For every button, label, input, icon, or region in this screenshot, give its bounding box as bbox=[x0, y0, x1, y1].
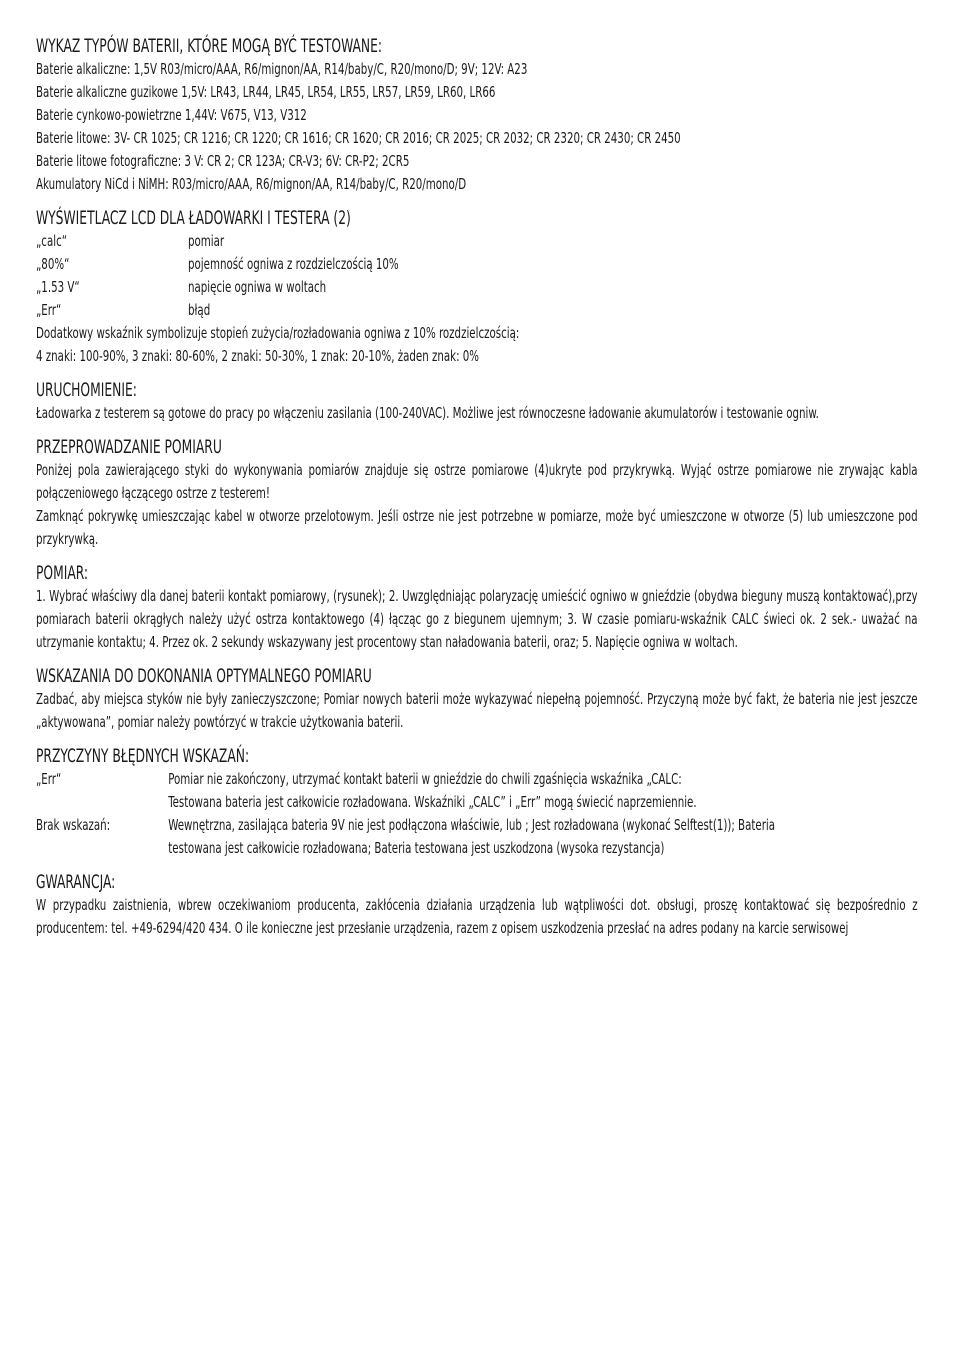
text-line: Baterie alkaliczne: 1,5V R03/micro/AAA, R6/mignon/AA, R14/baby/C, R20/mono/D; 9V; 12V: A23 bbox=[36, 60, 528, 78]
lcd-row bbox=[36, 253, 918, 276]
lcd-value: napięcie ogniwa w woltach bbox=[188, 278, 327, 296]
paragraph-wrap bbox=[36, 402, 918, 425]
paragraph-wrap bbox=[36, 459, 918, 551]
section-heading: GWARANCJA: bbox=[36, 871, 116, 893]
lcd-row bbox=[36, 230, 918, 253]
text-line: Akumulatory NiCd i NiMH: R03/micro/AAA, R6/mignon/AA, R14/baby/C, R20/mono/D bbox=[36, 175, 467, 193]
error-row bbox=[36, 768, 918, 814]
lcd-row bbox=[36, 276, 918, 299]
lcd-key: „1.53 V“ bbox=[36, 278, 80, 296]
lcd-key: „calc“ bbox=[36, 232, 68, 250]
error-line: Wewnętrzna, zasilająca bateria 9V nie jest podłączona właściwie, lub ; Jest rozładowana (wykonać Selftest(1)); Bateria bbox=[168, 816, 776, 834]
text-line: Baterie cynkowo-powietrzne 1,44V: V675, V13, V312 bbox=[36, 106, 307, 124]
error-desc bbox=[168, 768, 917, 814]
section-heading: POMIAR: bbox=[36, 562, 89, 584]
section-heading: PRZYCZYNY BŁĘDNYCH WSKAZAŃ: bbox=[36, 745, 250, 767]
text-line: Baterie litowe fotograficzne: 3 V: CR 2; CR 123A; CR-V3; 6V: CR-P2; 2CR5 bbox=[36, 152, 410, 170]
section-optimal bbox=[36, 664, 918, 734]
error-key: „Err“ bbox=[36, 770, 62, 788]
paragraph: 1. Wybrać właściwy dla danej baterii kontakt pomiarowy, (rysunek); 2. Uwzględniając polaryzację umieścić ogniwo w gnieździe (obydwa bieguny muszą kontaktować),przy pomiarach baterii okrągłych należy użyć ostrza kontaktowego (4) łącząc go z biegunem ujemnym; 3. W czasie pomiaru-wskaźnik CALC świeci ok. 2 sek.- uważać na utrzymanie kontaktu; 4. Przez ok. 2 sekundy wskazywany jest procentowy stan naładowania baterii, oraz; 5. Napięcie ogniwa w woltach. bbox=[36, 587, 918, 651]
section-heading: WSKAZANIA DO DOKONANIA OPTYMALNEGO POMIARU bbox=[36, 665, 372, 687]
paragraph: W przypadku zaistnienia, wbrew oczekiwaniom producenta, zakłócenia działania urządzenia lub wątpliwości dot. obsługi, proszę kontaktować się bezpośrednio z producentem: tel. +49-6294/420 434. O ile konieczne jest przesłanie urządzenia, razem z opisem uszkodzenia przesłać na adres podany na karcie serwisowej bbox=[36, 896, 918, 937]
lcd-key: „80%“ bbox=[36, 255, 70, 273]
lcd-key: „Err“ bbox=[36, 301, 62, 319]
error-line: Testowana bateria jest całkowicie rozładowana. Wskaźniki „CALC” i „Err” mogą świecić naprzemiennie. bbox=[168, 793, 697, 811]
section-measure-prep bbox=[36, 435, 918, 551]
error-line: testowana jest całkowicie rozładowana; Bateria testowana jest uszkodzona (wysoka rezystancja) bbox=[168, 839, 665, 857]
lcd-row bbox=[36, 299, 918, 322]
text-line: Baterie litowe: 3V- CR 1025; CR 1216; CR 1220; CR 1616; CR 1620; CR 2016; CR 2025; CR 2032; CR 2320; CR 2430; CR 2450 bbox=[36, 129, 681, 147]
error-desc bbox=[168, 814, 917, 860]
errors-table bbox=[36, 768, 918, 860]
paragraph: Zadbać, aby miejsca styków nie były zanieczyszczone; Pomiar nowych baterii może wykazywać niepełną pojemność. Przyczyną może być fakt, że bateria nie jest jeszcze „aktywowana”, pomiar należy powtórzyć w trakcie użytkowania baterii. bbox=[36, 690, 918, 731]
text-line: Dodatkowy wskaźnik symbolizuje stopień zużycia/rozładowania ogniwa z 10% rozdzielczością: bbox=[36, 324, 520, 342]
text-line: Baterie alkaliczne guzikowe 1,5V: LR43, LR44, LR45, LR54, LR55, LR57, LR59, LR60, LR66 bbox=[36, 83, 496, 101]
section-warranty bbox=[36, 870, 918, 940]
error-line: Pomiar nie zakończony, utrzymać kontakt baterii w gnieździe do chwili zgaśnięcia wskaźnika „CALC: bbox=[168, 770, 682, 788]
section-battery-types bbox=[36, 34, 918, 196]
lcd-value: pojemność ogniwa z rozdzielczością 10% bbox=[188, 255, 399, 273]
section-measurement bbox=[36, 561, 918, 654]
section-heading: WYŚWIETLACZ LCD DLA ŁADOWARKI I TESTERA (2) bbox=[36, 207, 351, 229]
paragraph: Poniżej pola zawierającego styki do wykonywania pomiarów znajduje się ostrze pomiarowe (4)ukryte pod przykrywką. Wyjąć ostrze pomiarowe nie zrywając kabla połączeniowego łączącego ostrze z testerem! bbox=[36, 461, 918, 502]
section-heading: URUCHOMIENIE: bbox=[36, 379, 137, 401]
paragraph: Ładowarka z testerem są gotowe do pracy po włączeniu zasilania (100-240VAC). Możliwe jest równoczesne ładowanie akumulatorów i testowanie ogniw. bbox=[36, 404, 819, 422]
paragraph-wrap bbox=[36, 585, 918, 654]
lcd-value: pomiar bbox=[188, 232, 225, 250]
error-key: Brak wskazań: bbox=[36, 816, 111, 834]
section-heading: WYKAZ TYPÓW BATERII, KTÓRE MOGĄ BYĆ TESTOWANE: bbox=[36, 35, 383, 57]
paragraph-wrap bbox=[36, 688, 918, 734]
paragraph: Zamknąć pokrywkę umieszczając kabel w otworze przelotowym. Jeśli ostrze nie jest potrzebne w pomiarze, może być umieszczone w otworze (5) lub umieszczone pod przykrywką. bbox=[36, 507, 918, 548]
section-lcd bbox=[36, 206, 918, 368]
section-errors bbox=[36, 744, 918, 860]
section-startup bbox=[36, 378, 918, 425]
text-line: 4 znaki: 100-90%, 3 znaki: 80-60%, 2 znaki: 50-30%, 1 znak: 20-10%, żaden znak: 0% bbox=[36, 347, 480, 365]
lcd-value: błąd bbox=[188, 301, 211, 319]
paragraph-wrap bbox=[36, 894, 918, 940]
error-row bbox=[36, 814, 918, 860]
section-heading: PRZEPROWADZANIE POMIARU bbox=[36, 436, 222, 458]
lcd-table bbox=[36, 230, 918, 322]
